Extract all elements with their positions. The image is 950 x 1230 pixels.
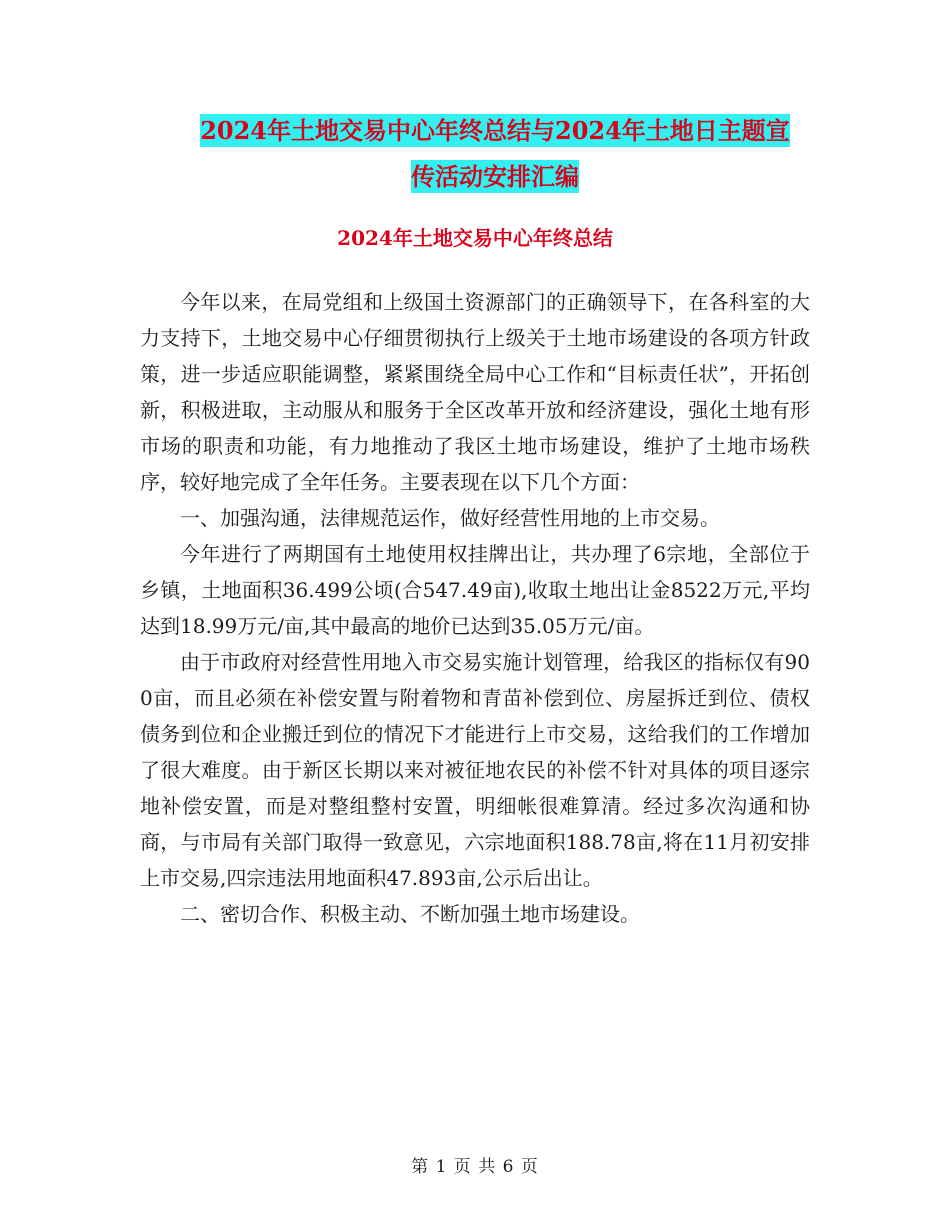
section-title: 2024年土地交易中心年终总结 xyxy=(337,226,613,250)
paragraph-heading-1: 一、加强沟通，法律规范运作，做好经营性用地的上市交易。 xyxy=(180,506,720,530)
body-text xyxy=(140,284,810,932)
document-title-line-2: 传活动安排汇编 xyxy=(411,162,579,191)
paragraph-intro: 今年以来，在局党组和上级国土资源部门的正确领导下，在各科室的大力支持下，土地交易中心仔细贯彻执行上级关于土地市场建设的各项方针政策，进一步适应职能调整，紧紧围绕全局中心工作和“目标责任状”，开拓创新，积极进取，主动服从和服务于全区改革开放和经济建设，强化土地有形市场的职责和功能，有力地推动了我区土地市场建设，维护了土地市场秩序，较好地完成了全年任务。主要表现在以下几个方面： xyxy=(140,290,810,494)
document-title-line-1: 2024年土地交易中心年终总结与2024年土地日主题宣 xyxy=(200,116,790,145)
page-footer: 第 1 页 共 6 页 xyxy=(411,1157,539,1177)
paragraph-difficulty: 由于市政府对经营性用地入市交易实施计划管理，给我区的指标仅有900亩，而且必须在补偿安置与附着物和青苗补偿到位、房屋拆迁到位、债权债务到位和企业搬迁到位的情况下才能进行上市交易，这给我们的工作增加了很大难度。由于新区长期以来对被征地农民的补偿不针对具体的项目逐宗地补偿安置，而是对整组整村安置，明细帐很难算清。经过多次沟通和协商，与市局有关部门取得一致意见，六宗地面积188.78亩,将在11月初安排上市交易,四宗违法用地面积47.893亩,公示后出让。 xyxy=(140,650,810,890)
document-title xyxy=(140,108,850,200)
paragraph-heading-2: 二、密切合作、积极主动、不断加强土地市场建设。 xyxy=(180,902,640,926)
paragraph-auction: 今年进行了两期国有土地使用权挂牌出让，共办理了6宗地，全部位于乡镇，土地面积36.499公顷(合547.49亩),收取土地出让金8522万元,平均达到18.99万元/亩,其中最高的地价已达到35.05万元/亩。 xyxy=(140,542,810,638)
